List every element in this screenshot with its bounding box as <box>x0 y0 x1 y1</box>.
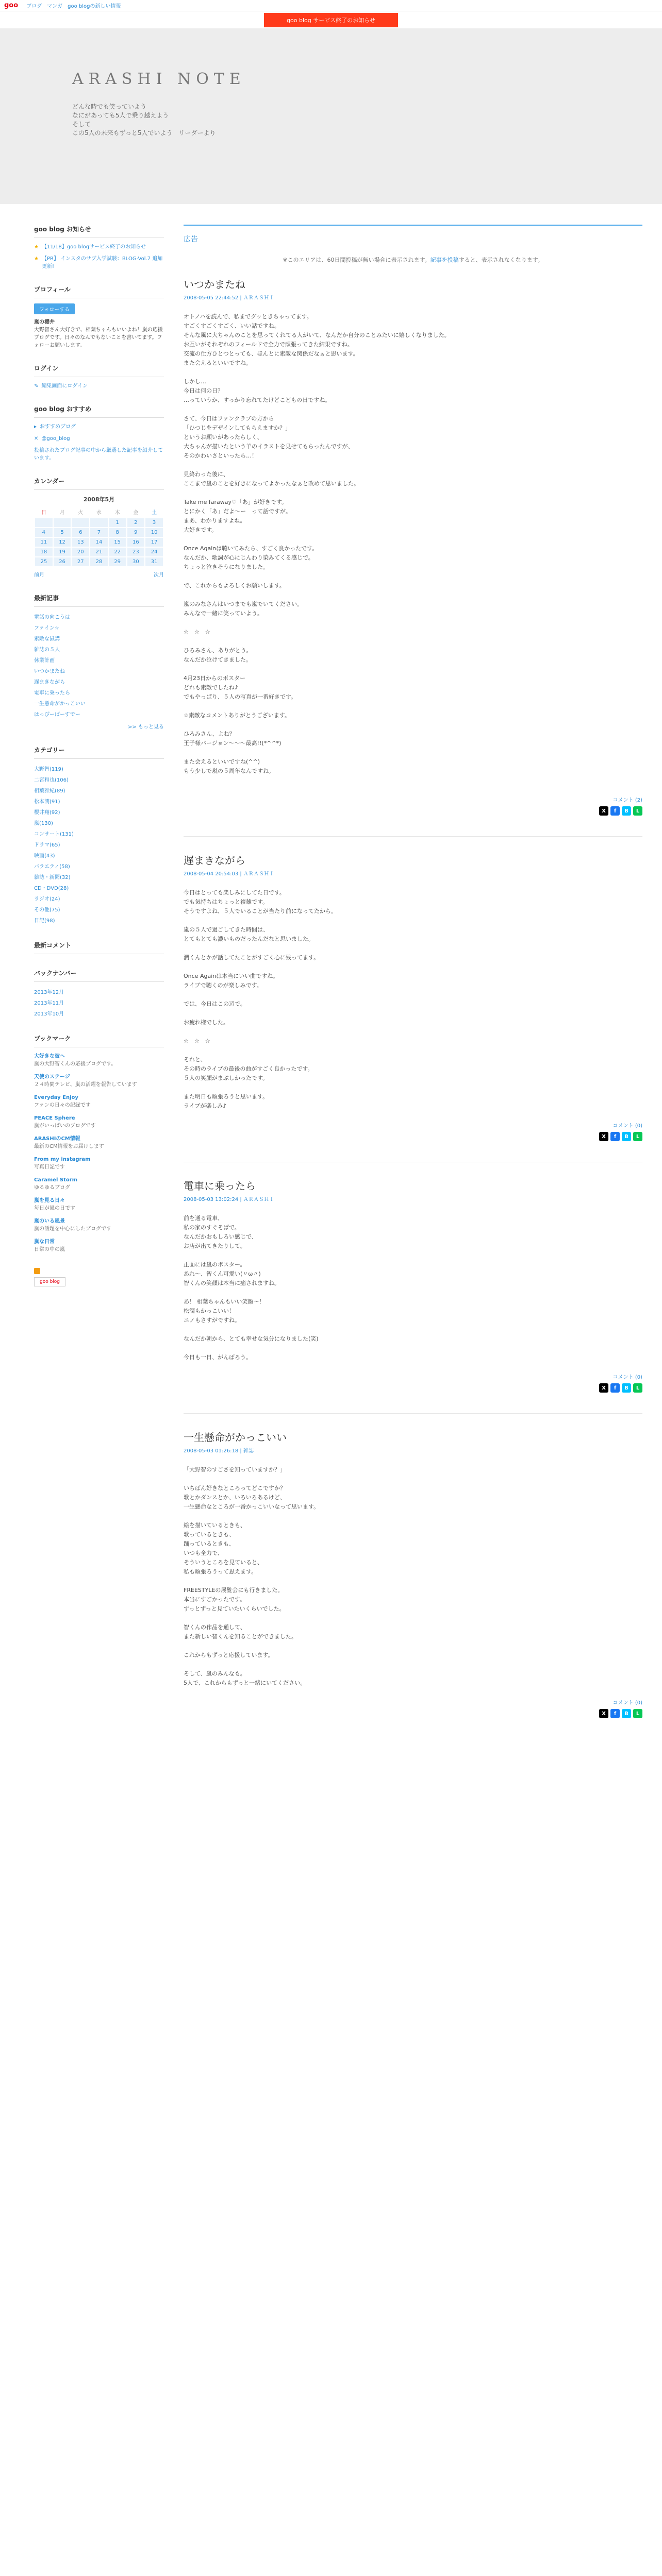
bookmark-description: ゆるゆるブログ <box>34 1185 70 1191</box>
calendar-day[interactable]: 21 <box>90 547 108 557</box>
category-list <box>34 764 164 926</box>
facebook-share-icon[interactable]: f <box>610 806 620 816</box>
bookmark-item <box>34 1094 164 1109</box>
calendar-title: カレンダー <box>34 477 164 490</box>
recent-entry-link[interactable]: 休業計画 <box>34 658 55 664</box>
topbar-link-news[interactable]: goo blogの新しい情報 <box>68 4 121 9</box>
recent-entry-link[interactable]: 素敵な鼠講 <box>34 636 60 642</box>
entry-title[interactable]: 一生懸命がかっこいい <box>184 1431 287 1444</box>
recent-entry-link[interactable]: いつかまたね <box>34 669 65 674</box>
category-link[interactable]: 雑誌・新聞(32) <box>34 875 71 880</box>
post-entry-link[interactable]: 記事を投稿 <box>430 257 459 263</box>
bookmark-link[interactable]: 嵐のいる風景 <box>34 1218 65 1224</box>
calendar-day[interactable]: 14 <box>90 537 108 547</box>
recent-entries-title: 最新記事 <box>34 594 164 607</box>
line-share-icon[interactable]: L <box>633 1132 642 1141</box>
recommend-link-twitter[interactable]: @goo_blog <box>41 436 70 442</box>
category-link[interactable]: 大野智(119) <box>34 767 63 772</box>
backnumber-title: バックナンバー <box>34 969 164 982</box>
x-share-icon[interactable]: X <box>599 806 608 816</box>
calendar-day <box>35 518 53 528</box>
category-link[interactable]: 映画(43) <box>34 853 55 859</box>
calendar-day[interactable]: 26 <box>53 557 72 567</box>
calendar-day <box>53 518 72 528</box>
category-link[interactable]: 嵐(130) <box>34 821 53 826</box>
calendar-day[interactable]: 31 <box>145 557 163 567</box>
entry-body: 前を通る電車、 私の家のすぐそばで。 なんだかおもしろい感じで、 お店が出てきたりして。 正面には嵐のポスター。 あれ～、智くん可愛い(〃ω〃) 智くんの笑顔は本当に癒されますね。 あ！ 相葉ちゃんもいい笑顔～！ 松潤もかっこいい！ ニノもさすがですね。 なんだか朝から、とても幸せな気分になりました(笑) 今日も一日、がんばろう。 <box>184 1215 319 1361</box>
bookmark-item <box>34 1217 164 1233</box>
calendar-day[interactable]: 17 <box>145 537 163 547</box>
entry-body: 今日はとっても楽しみにしてた日です。 でも気持ちはちょっと複雑です。 そうですよね、５人でいることが当たり前になってたから。 嵐の５人で過ごしてきた時間は、 とてもとても濃いものだったんだなと思いました。 潤くんとかが話してたことがすごく心に残ってます。 Once Againは本当にいい曲ですね。 ライブで聴くのが楽しみです。 では、今日はこの辺で。 お疲れ様でした。 ☆ ☆ ☆ それと、 その時のライブの最後の曲がすごく良かったです。 ５人の笑顔がまぶしかったです。 また明日も頑張ろうと思います。 ライブが楽しみ♪ <box>184 889 337 1109</box>
facebook-share-icon[interactable]: f <box>610 1709 620 1718</box>
share-buttons <box>184 1383 642 1393</box>
profile-title: プロフィール <box>34 285 164 298</box>
x-share-icon[interactable]: X <box>599 1132 608 1141</box>
calendar-weekday: 火 <box>78 510 84 516</box>
category-link[interactable]: 松本潤(91) <box>34 799 60 805</box>
calendar-prev-link[interactable]: 前月 <box>34 572 44 578</box>
bookmark-description: 嵐がいっぱいのブログです <box>34 1123 96 1129</box>
ad-text-part2: すると、表示されなくなります。 <box>458 257 543 263</box>
backnumber-link[interactable]: 2013年11月 <box>34 1001 64 1006</box>
bookmark-title: ブックマーク <box>34 1034 164 1047</box>
category-link[interactable]: 二宮和也(106) <box>34 777 69 783</box>
ad-text-part1: ※このエリアは、60日間投稿が無い場合に表示されます。 <box>283 257 431 263</box>
line-share-icon[interactable]: L <box>633 1709 642 1718</box>
bookmark-description: ファンの日々の記録です <box>34 1103 91 1108</box>
ad-title: 広告 <box>184 235 198 244</box>
calendar-table <box>34 506 164 567</box>
calendar-day[interactable]: 28 <box>90 557 108 567</box>
bookmark-item <box>34 1053 164 1068</box>
calendar-day[interactable]: 24 <box>145 547 163 557</box>
calendar-day[interactable]: 11 <box>35 537 53 547</box>
topbar-link-manga[interactable]: マンガ <box>47 4 63 9</box>
ad-area <box>184 225 642 264</box>
service-end-notice-link[interactable]: goo blog サービス終了のお知らせ <box>264 13 398 27</box>
category-title: カテゴリー <box>34 745 164 759</box>
recommend-link-blog[interactable]: おすすめブログ <box>40 424 76 430</box>
entry-body: オトノハを読んで、私までグッときちゃってます。 すごくすごくすごく、いい話ですね。 そんな風に大ちゃんのことを思ってくれてる人がいて、なんだか自分のことみたいに嬉しくなりました。 お互いがそれぞれのフィールドで全力で頑張ってきた結果ですね。 交流の仕方ひとつとっても、ほんとに素敵な関係だなぁと思います。 また会えるといいですね。 しかし… 今日は何の日？ …っていうか、すっかり忘れてたけどこどもの日ですね。 さて、今日はファンクラブの方から 「ひつじをデザインしてもらえますか？」 というお願いがあったらしく、 大ちゃんが描いたという羊のイラストを見せてもらったんですが、 そのかわいさといったら…！ 見終わった後に、 ここまで嵐のことを好きになってよかったなぁと改めて思いました。 Take me faraway♡「あ」が好きです。 とにかく「あ」だよ〜ー って話ですが。 まあ、わかりますよね。 大好きです。 Once Againは聴いてみたら、すごく良かったです。 なんだか、歌詞が心にじんわり染みてくる感じで。 ちょっと泣きそうになりました。 で、これからもよろしくお願いします。 嵐のみなさんはいつまでも嵐でいてください。 みんなで一緒に笑っていよう。 ☆ ☆ ☆ ひろみさん、ありがとう。 なんだか泣けてきました。 4月23日からのポスター どれも素敵でしたね♪ でもやっぱり、５人の写真が一番好きです。 ☆素敵なコメントありがとうございます。 ひろみさん、よね？ 王子様バージョン〜〜〜最高!!(*^^*) また会えるといいですね(^^) もう少しで嵐の５周年なんですね。 <box>184 313 450 774</box>
recent-entries-section <box>34 594 164 731</box>
sidebar <box>34 225 164 1301</box>
share-buttons <box>184 806 642 816</box>
calendar-day <box>90 518 108 528</box>
category-link[interactable]: その他(75) <box>34 907 60 913</box>
calendar-day[interactable]: 8 <box>108 528 127 537</box>
entry-separator <box>184 836 642 837</box>
category-section <box>34 745 164 926</box>
backnumber-section <box>34 969 164 1020</box>
hatena-share-icon[interactable]: B <box>622 1383 631 1393</box>
login-title: ログイン <box>34 364 164 377</box>
calendar-weekday: 木 <box>114 510 120 516</box>
entry-meta: 2008-05-05 22:44:52 | ＡＲＡＳＨＩ <box>184 295 274 301</box>
login-link[interactable]: 編集画面にログイン <box>41 383 88 389</box>
blog-entry <box>184 852 642 1141</box>
entry-meta: 2008-05-03 13:02:24 | ＡＲＡＳＨＩ <box>184 1197 274 1202</box>
backnumber-link[interactable]: 2013年12月 <box>34 990 64 995</box>
blog-entry <box>184 276 642 816</box>
entry-comment-link[interactable]: コメント (0) <box>613 1123 642 1129</box>
follow-button[interactable]: フォローする <box>34 303 75 314</box>
backnumber-link[interactable]: 2013年10月 <box>34 1011 64 1017</box>
calendar-day[interactable]: 6 <box>71 528 90 537</box>
category-link[interactable]: バラエティ(58) <box>34 864 70 870</box>
entry-body: 「大野智のすごさを知っていますか？」 いちばん好きなところってどこですか？ 歌とかダンスとか、いろいろあるけど、 一生懸命なところが一番かっこいいなって思います。 絵を描いているときも、 歌っているときも、 踊っているときも、 いつも全力で、 そういうところを見ていると、 私も頑張ろうって思えます。 FREESTYLEの展覧会にも行きました。 本当にすごかったです。 ずっとずっと見ていたいくらいでした。 智くんの作品を通して、 また新しい智くんを知ることができました。 これからもずっと応援しています。 そして、嵐のみんなも。 5人で、これからもずっと一緒にいてください。 <box>184 1466 320 1686</box>
category-link[interactable]: コンサート(131) <box>34 832 74 837</box>
calendar-day[interactable]: 12 <box>53 537 72 547</box>
entry-title[interactable]: 遅まきながら <box>184 854 245 867</box>
bookmark-description: 嵐の話題を中心にしたブログです <box>34 1226 111 1232</box>
goo-badge-section <box>34 1268 164 1286</box>
calendar-day[interactable]: 2 <box>127 518 145 528</box>
goo-notices-title: goo blog お知らせ <box>34 225 164 238</box>
bookmark-description: ２４時間テレビ、嵐の活躍を報告しています <box>34 1082 137 1088</box>
recent-entry-link[interactable]: 遅まきながら <box>34 680 65 685</box>
calendar-day[interactable]: 25 <box>35 557 53 567</box>
calendar-day[interactable]: 15 <box>108 537 127 547</box>
notice-item[interactable] <box>34 243 164 251</box>
bookmark-item <box>34 1238 164 1253</box>
notice-item-link[interactable]: 【11/18】goo blogサービス終了のお知らせ <box>41 244 146 250</box>
hatena-share-icon[interactable]: B <box>622 806 631 816</box>
entry-list <box>184 276 642 1718</box>
share-buttons <box>184 1132 642 1141</box>
calendar-day[interactable]: 18 <box>35 547 53 557</box>
category-link[interactable]: 日記(98) <box>34 918 55 924</box>
ad-text <box>184 256 642 264</box>
goo-notices-section <box>34 225 164 270</box>
calendar-day[interactable]: 22 <box>108 547 127 557</box>
calendar-day[interactable]: 7 <box>90 528 108 537</box>
calendar-day[interactable]: 9 <box>127 528 145 537</box>
star-icon: ★ <box>34 244 39 250</box>
notice-item[interactable] <box>34 255 164 270</box>
recommend-title: goo blog おすすめ <box>34 404 164 418</box>
goo-blog-badge[interactable]: goo blog <box>34 1277 65 1286</box>
calendar-weekday: 月 <box>59 510 65 516</box>
notice-bar <box>0 11 662 29</box>
profile-name: 嵐の櫻井 <box>34 319 55 325</box>
profile-text: 大野智さん大好きで、相葉ちゃんもいいよね！嵐の応援ブログです。日々のなんでもないことを書いてます。フォローお願いします。 <box>34 327 163 348</box>
entry-meta: 2008-05-03 01:26:18 | 雑誌 <box>184 1448 254 1454</box>
calendar-day[interactable]: 27 <box>71 557 90 567</box>
bookmark-link[interactable]: 大好きな彼へ <box>34 1054 65 1059</box>
twitter-icon: ✕ <box>34 436 39 442</box>
calendar-day[interactable]: 1 <box>108 518 127 528</box>
recent-entry-link[interactable]: 電車に乗ったら <box>34 690 70 696</box>
calendar-day[interactable]: 16 <box>127 537 145 547</box>
bookmark-link[interactable]: From my instagram <box>34 1157 91 1162</box>
recent-entry-link[interactable]: 一生懸命がかっこいい <box>34 701 86 707</box>
line-share-icon[interactable]: L <box>633 806 642 816</box>
bookmark-description: 毎日が嵐の日です <box>34 1206 75 1211</box>
calendar-day[interactable]: 4 <box>35 528 53 537</box>
recent-more-link[interactable]: >> もっと見る <box>128 724 164 730</box>
top-navigation-bar <box>0 0 662 11</box>
backnumber-list <box>34 987 164 1020</box>
calendar-day[interactable]: 30 <box>127 557 145 567</box>
bookmark-item <box>34 1073 164 1089</box>
calendar-month: 2008年5月 <box>83 496 115 503</box>
line-share-icon[interactable]: L <box>633 1383 642 1393</box>
entry-separator <box>184 1413 642 1414</box>
login-section <box>34 364 164 390</box>
recent-entry-link[interactable]: 電話の向こうは <box>34 615 70 620</box>
bookmark-item <box>34 1156 164 1171</box>
calendar-weekday: 土 <box>152 510 157 516</box>
entry-comment-link[interactable]: コメント (2) <box>613 798 642 803</box>
share-buttons <box>184 1709 642 1718</box>
bookmark-link[interactable]: Everyday Enjoy <box>34 1095 78 1100</box>
recent-comments-title: 最新コメント <box>34 941 164 954</box>
bookmark-link[interactable]: 天使のステージ <box>34 1074 70 1080</box>
bookmark-link[interactable]: ARASHIのCM情報 <box>34 1136 80 1142</box>
x-share-icon[interactable]: X <box>599 1709 608 1718</box>
entry-comment-link[interactable]: コメント (0) <box>613 1700 642 1706</box>
blog-header <box>0 29 662 204</box>
bookmark-description: 写真日記です <box>34 1164 65 1170</box>
entry-title[interactable]: いつかまたね <box>184 278 245 291</box>
recommend-section <box>34 404 164 462</box>
calendar-day[interactable]: 19 <box>53 547 72 557</box>
arrow-icon: ▸ <box>34 424 37 430</box>
calendar-day <box>71 518 90 528</box>
bookmark-section <box>34 1034 164 1253</box>
recent-entry-link[interactable]: ファイン☆ <box>34 625 59 631</box>
goo-logo[interactable]: goo <box>4 2 19 9</box>
calendar-weekday: 金 <box>133 510 139 516</box>
star-icon: ★ <box>34 256 39 262</box>
category-link[interactable]: ラジオ(24) <box>34 896 60 902</box>
calendar-weekday: 日 <box>41 510 46 516</box>
bookmark-description: 最新のCM情報をお届けします <box>34 1144 104 1149</box>
hatena-share-icon[interactable]: B <box>622 1709 631 1718</box>
bookmark-description: 日常の中の嵐 <box>34 1247 65 1252</box>
category-link[interactable]: ドラマ(65) <box>34 842 60 848</box>
calendar-day[interactable]: 3 <box>145 518 163 528</box>
bookmark-item <box>34 1135 164 1150</box>
blog-entry <box>184 1178 642 1393</box>
blog-entry <box>184 1429 642 1718</box>
calendar-weekday: 水 <box>96 510 102 516</box>
calendar-day[interactable]: 29 <box>108 557 127 567</box>
category-link[interactable]: 相葉雅紀(89) <box>34 788 65 794</box>
bookmark-item <box>34 1197 164 1212</box>
bookmark-link[interactable]: Caramel Storm <box>34 1177 78 1183</box>
x-share-icon[interactable]: X <box>599 1383 608 1393</box>
bookmark-description: 嵐の大野智くんの応援ブログです。 <box>34 1061 117 1067</box>
rss-icon[interactable] <box>34 1268 40 1274</box>
entry-comment-link[interactable]: コメント (0) <box>613 1375 642 1380</box>
calendar-day[interactable]: 10 <box>145 528 163 537</box>
calendar-day[interactable]: 5 <box>53 528 72 537</box>
notice-item-link[interactable]: 【PR】 インスタのサブ入学試験：BLOG-Vol.7 追加更新! <box>41 256 163 269</box>
recommend-note: 投稿されたブログ記事の中から厳選した記事を紹介しています。 <box>34 448 163 461</box>
bookmark-item <box>34 1114 164 1130</box>
entry-title[interactable]: 電車に乗ったら <box>184 1180 256 1192</box>
calendar-day[interactable]: 13 <box>71 537 90 547</box>
main-content <box>184 225 642 1739</box>
recent-entry-link[interactable]: 雑誌の５人 <box>34 647 60 653</box>
category-link[interactable]: 櫻井翔(92) <box>34 810 60 816</box>
calendar-day[interactable]: 20 <box>71 547 90 557</box>
bookmark-link[interactable]: 嵐を見る日々 <box>34 1198 65 1204</box>
category-link[interactable]: CD・DVD(28) <box>34 886 69 891</box>
entry-meta: 2008-05-04 20:54:03 | ＡＲＡＳＨＩ <box>184 871 274 877</box>
bookmark-item <box>34 1176 164 1192</box>
edit-icon: ✎ <box>34 383 39 389</box>
calendar-next-link[interactable]: 次月 <box>154 572 164 578</box>
calendar-day[interactable]: 23 <box>127 547 145 557</box>
blog-description: どんな時でも笑っていよう なにがあっても5人で乗り越えよう そして この5人の未来もずっと5人でいよう リーダーより <box>72 103 216 137</box>
blog-title[interactable]: ARASHI NOTE <box>72 70 246 88</box>
hatena-share-icon[interactable]: B <box>622 1132 631 1141</box>
calendar-section <box>34 477 164 579</box>
facebook-share-icon[interactable]: f <box>610 1383 620 1393</box>
profile-section <box>34 285 164 349</box>
bookmark-link[interactable]: 嵐な日常 <box>34 1239 55 1245</box>
facebook-share-icon[interactable]: f <box>610 1132 620 1141</box>
topbar-link-blog[interactable]: ブログ <box>26 4 42 9</box>
bookmark-list <box>34 1053 164 1253</box>
bookmark-link[interactable]: PEACE Sphere <box>34 1115 75 1121</box>
recent-entries-list <box>34 612 164 720</box>
recent-comments-section <box>34 941 164 954</box>
recent-entry-link[interactable]: はっぴーばーすでー <box>34 712 80 718</box>
